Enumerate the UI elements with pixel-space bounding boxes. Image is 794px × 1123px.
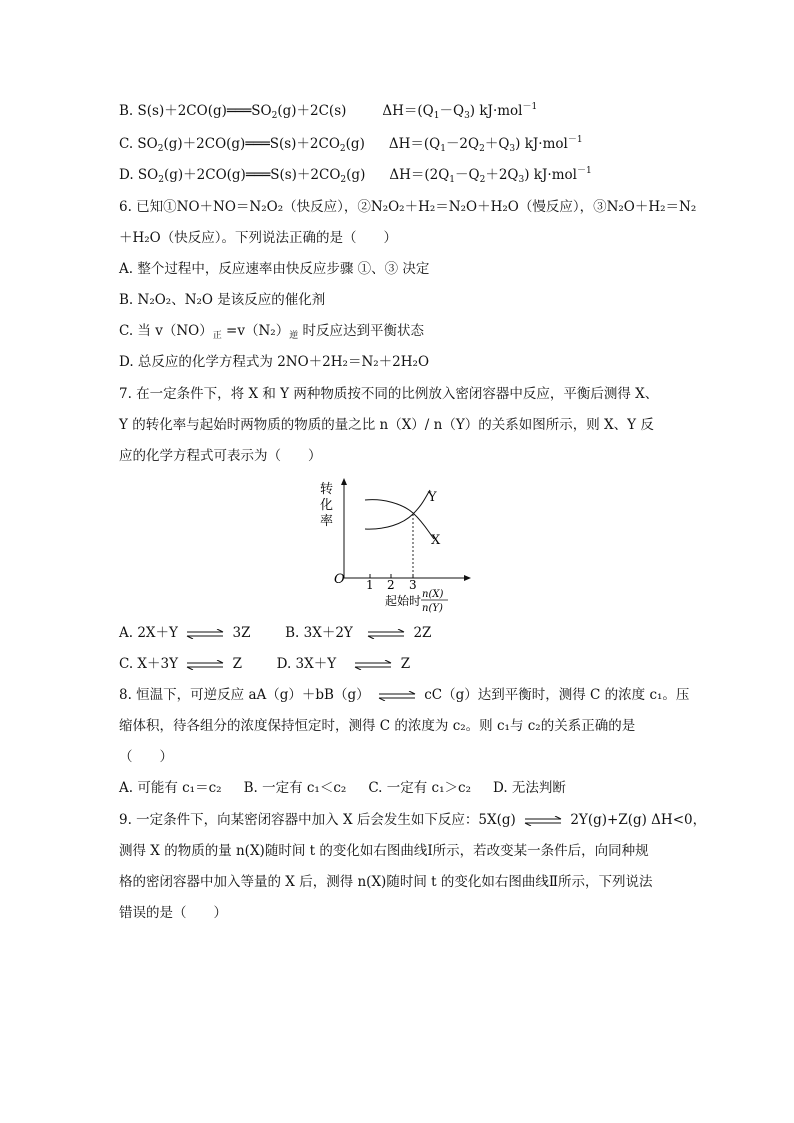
y-axis-arrow (341, 478, 347, 485)
option-d-line: D. $SO_2(g)+2CO(g)═══S(s)+2CO_2(g)$ $\Delta H=(2Q_1-Q_2+2Q_3)$ kJ·mol$^{-1}$ (119, 166, 592, 185)
q9-stem-cont3: 错误的是（ ） (119, 905, 227, 921)
ylabel-char-2: 化 (320, 498, 334, 513)
q8-options-row: A. 可能有 c₁＝c₂ B. 一定有 c₁＜c₂ C. 一定有 c₁＞c₂ D. 无法判断 (119, 780, 566, 796)
curve-y (365, 490, 430, 529)
tick-label-2: 2 (387, 578, 395, 592)
origin-label: O (334, 572, 345, 587)
x-axis-arrow (464, 575, 471, 581)
ylabel-char-1: 转 (320, 482, 334, 497)
q7-options-row-1: A. 2X＋Y 3Z B. 3X＋2Y 2Z (119, 625, 432, 641)
conversion-rate-graph (315, 476, 485, 618)
equilibrium-arrow-icon (367, 629, 405, 639)
curve-x (365, 500, 434, 539)
equilibrium-arrow-icon (186, 629, 224, 639)
q6-stem-cont: ＋H₂O（快反应）。下列说法正确的是（ ） (119, 230, 398, 246)
equilibrium-arrow-icon (378, 691, 416, 701)
frac-denominator: n(Y) (422, 603, 443, 614)
q7-stem-cont2: 应的化学方程式可表示为（ ） (119, 448, 322, 464)
q6-stem: 6. 已知①NO＋NO＝N₂O₂（快反应），②N₂O₂＋H₂＝N₂O＋H₂O（慢反应），③N₂O＋H₂＝N₂ (119, 199, 697, 215)
frac-numerator: n(X) (422, 589, 444, 600)
q8-stem: 8. 恒温下，可逆反应 aA（g）＋bB（g） cC（g）达到平衡时，测得 C 的浓度 c₁。压 (119, 687, 690, 703)
curve-x-label: X (431, 533, 441, 548)
q8-stem-paren: （ ） (119, 749, 173, 765)
q7-stem-cont1: Y 的转化率与起始时两物质的物质的量之比 n（X）/ n（Y）的关系如图所示，则 X、Y 反 (119, 417, 654, 433)
q9-stem-cont1: 测得 X 的物质的量 n(X)随时间 t 的变化如右图曲线Ⅰ所示，若改变某一条件后，向同种规 (119, 843, 649, 859)
q9-stem-cont2: 格的密闭容器中加入等量的 X 后，测得 n(X)随时间 t 的变化如右图曲线Ⅱ所示，下列说法 (119, 874, 653, 890)
q6-option-a: A. 整个过程中，反应速率由快反应步骤 ①、③ 决定 (119, 261, 430, 277)
q6-option-d: D. 总反应的化学方程式为 2NO＋2H₂＝N₂＋2H₂O (119, 354, 430, 370)
q6-option-b: B. N₂O₂、N₂O 是该反应的催化剂 (119, 292, 326, 308)
xlabel: 起始时 (385, 594, 422, 608)
tick-label-3: 3 (409, 578, 417, 592)
ylabel-char-3: 率 (320, 514, 334, 529)
curve-y-label: Y (428, 490, 437, 505)
tick-label-1: 1 (366, 578, 374, 592)
q7-stem: 7. 在一定条件下，将 X 和 Y 两种物质按不同的比例放入密闭容器中反应，平衡后测得 X、 (119, 386, 659, 402)
q9-stem: 9. 一定条件下，向某密闭容器中加入 X 后会发生如下反应：5X(g) 2Y(g)+Z(g) ΔH<0， (119, 812, 707, 828)
option-b-line: B. $S(s)+2CO(g)═══SO_2(g)+2C(s)$ $\Delta H=(Q_1-Q_3)$ kJ·mol$^{-1}$ (119, 102, 538, 121)
equilibrium-arrow-icon (354, 660, 392, 670)
q6-option-c: C. 当 $v(NO)_正 =v(N_2)_逆$ 时反应达到平衡状态 (119, 323, 425, 341)
equilibrium-arrow-icon (524, 816, 562, 826)
q8-stem-cont: 缩体积，待各组分的浓度保持恒定时，测得 C 的浓度为 c₂。则 c₁与 c₂的关系正确的是 (119, 718, 636, 734)
option-c-line: C. $SO_2(g)+2CO(g)═══S(s)+2CO_2(g)$ $\Delta H=(Q_1-2Q_2+Q_3)$ kJ·mol$^{-1}$ (119, 135, 583, 154)
q7-options-row-2: C. X＋3Y Z D. 3X＋Y Z (119, 656, 411, 672)
equilibrium-arrow-icon (186, 660, 224, 670)
